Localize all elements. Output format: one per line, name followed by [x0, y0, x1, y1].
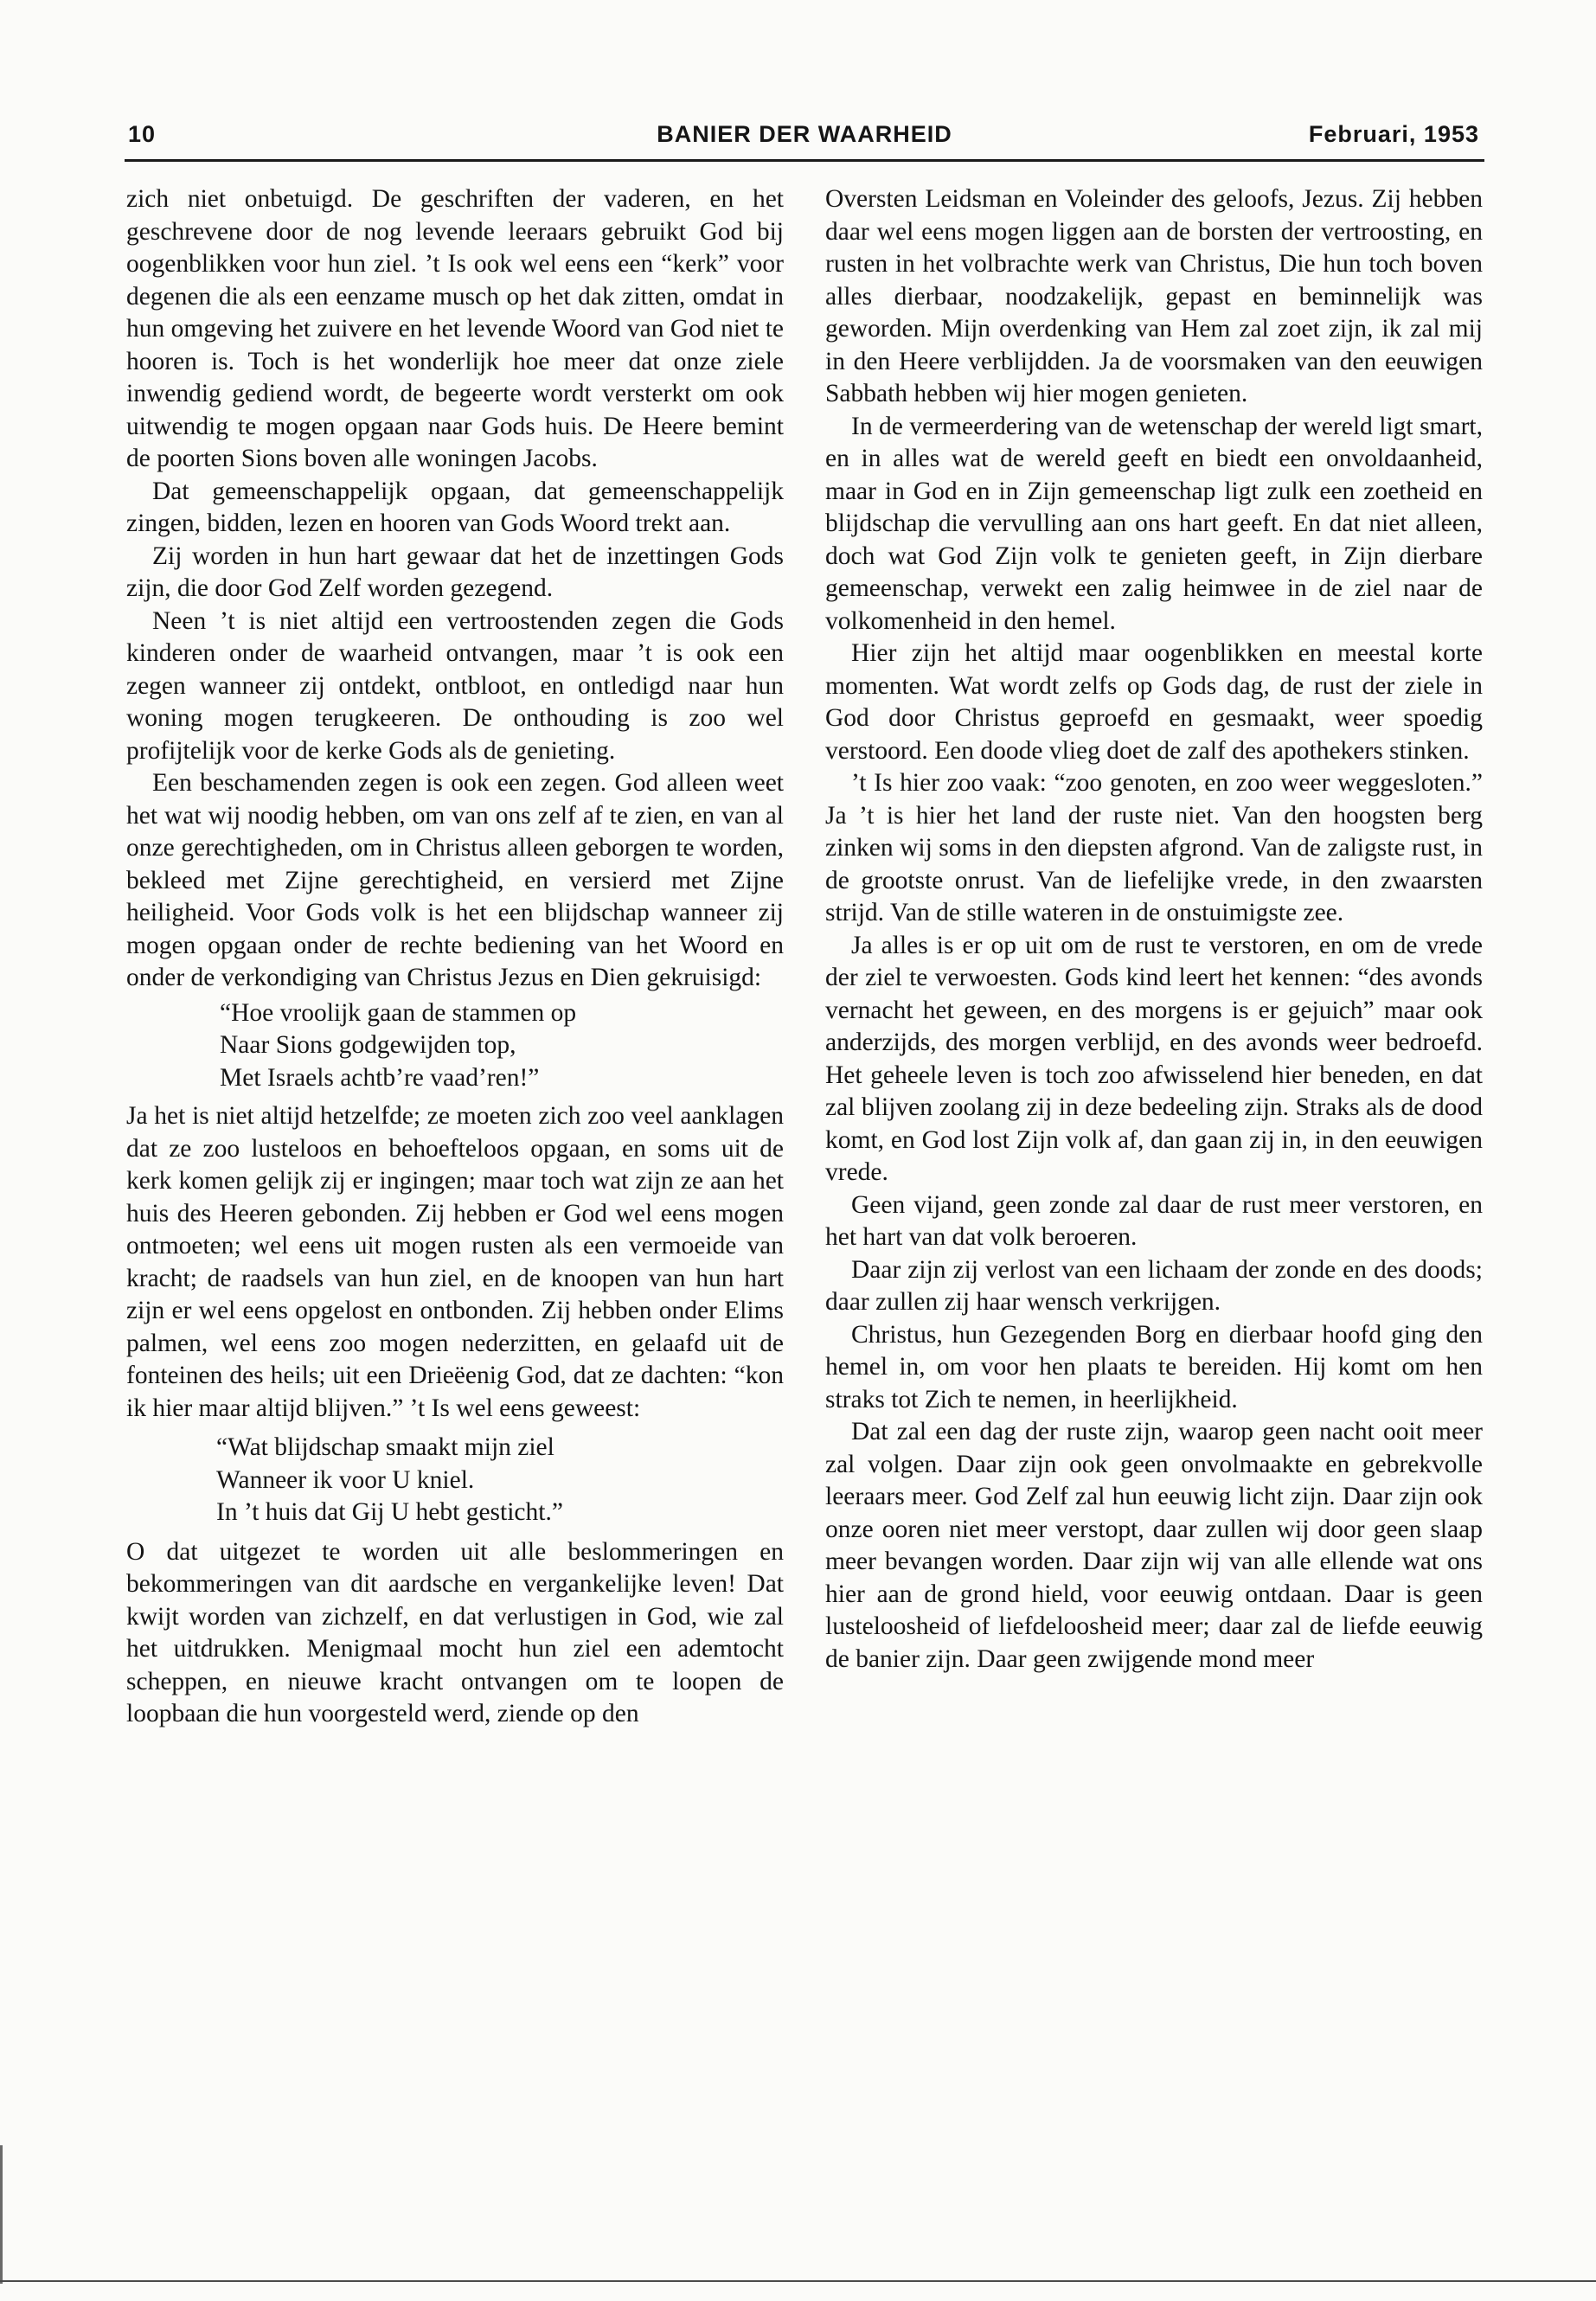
- paragraph: Zij worden in hun hart gewaar dat het de inzettingen Gods zijn, die door God Zelf worden gezegend.: [126, 542, 784, 602]
- paragraph: Ja alles is er op uit om de rust te verstoren, en om de vrede der ziel te verwoesten. Gods kind leert het kennen: “des avonds vernacht het geween, en des morgens is er gejuich” maar ook anderzijds, des morgen verblijd, en des avonds weer bedroefd. Het geheele leven is toch zoo afwisselend hier beneden, en dat zal blijven zoolang zij in deze bedeeling zijn. Straks als de dood komt, en God lost Zijn volk af, dan gaan zij in, in den eeuwigen vrede.: [825, 931, 1483, 1186]
- poem-quote: [126, 1432, 784, 1529]
- paragraph: In de vermeerdering van de wetenschap der wereld ligt smart, en in alles wat de wereld geeft en biedt een onvoldaanheid, maar in God en in Zijn gemeenschap ligt zulk een zoetheid en blijdschap die vervulling aan ons hart geeft. En dat niet alleen, doch wat God Zijn volk te genieten geeft, in Zijn dierbare gemeenschap, verwekt een zalig heimwee in de ziel naar de volkomenheid in den hemel.: [825, 412, 1483, 635]
- paragraph: Dat zal een dag der ruste zijn, waarop geen nacht ooit meer zal volgen. Daar zijn ook geen onvolmaakte en gebrekvolle leeraars meer. God Zelf zal hun eeuwig licht zijn. Daar zijn ook onze ooren niet meer verstopt, daar zullen wij door geen slaap meer bevangen worden. Daar zijn wij van alle ellende wat ons hier aan de grond hield, voor eeuwig ontdaan. Daar is geen lusteloosheid of liefdeloosheid meer; daar zal de liefde eeuwig de banier zijn. Daar geen zwijgende mond meer: [825, 1418, 1483, 1673]
- page-number: 10: [128, 121, 157, 147]
- poem-line: Wanneer ik voor U kniel.: [216, 1465, 475, 1494]
- paragraph: Daar zijn zij verlost van een lichaam der zonde en des doods; daar zullen zij haar wensch verkrijgen.: [825, 1255, 1483, 1316]
- header-rule: [125, 159, 1484, 162]
- publication-title: BANIER DER WAARHEID: [657, 121, 952, 147]
- poem-quote: [126, 997, 784, 1095]
- poem-line: “Wat blijdschap smaakt mijn ziel: [216, 1433, 554, 1461]
- issue-date: Februari, 1953: [1308, 121, 1479, 147]
- paragraph: Ja het is niet altijd hetzelfde; ze moeten zich zoo veel aanklagen dat ze zoo lusteloos en behoefteloos opgaan, en soms uit de kerk komen gelijk zij er ingingen; maar toch wat zijn ze aan het huis des Heeren gebonden. Zij hebben er God wel eens mogen ontmoeten; wel eens uit mogen rusten als een vermoeide van kracht; de raadsels van hun ziel, en de knoopen van hun hart zijn er wel eens opgelost en ontbonden. Zij hebben onder Elims palmen, wel eens zoo mogen nederzitten, en gelaafd uit de fonteinen des heils; uit een Drieëenig God, dat ze dachten: “kon ik hier maar altijd blijven.” ’t Is wel eens geweest:: [126, 1102, 784, 1422]
- paragraph: Dat gemeenschappelijk opgaan, dat gemeenschappelijk zingen, bidden, lezen en hooren van Gods Woord trekt aan.: [126, 477, 784, 537]
- poem-line: Naar Sions godgewijden top,: [220, 1031, 516, 1059]
- right-column: [825, 183, 1483, 1676]
- paragraph: Christus, hun Gezegenden Borg en dierbaar hoofd ging den hemel in, om voor hen plaats te bereiden. Hij komt om hen straks tot Zich te nemen, in heerlijkheid.: [825, 1320, 1483, 1413]
- paragraph: Hier zijn het altijd maar oogenblikken en meestal korte momenten. Wat wordt zelfs op Gods dag, de rust der ziele in God door Christus geproefd en gesmaakt, weer spoedig verstoord. Een doode vlieg doet de zalf des apothekers stinken.: [825, 639, 1483, 765]
- paragraph: Een beschamenden zegen is ook een zegen. God alleen weet het wat wij noodig hebben, om van ons zelf af te zien, en van al onze gerechtigheden, om in Christus alleen geborgen te worden, bekleed met Zijne gerechtigheid, en versierd met Zijne heiligheid. Voor Gods volk is het een blijdschap wanneer zij mogen opgaan onder de rechte bediening van het Woord en onder de verkondiging van Christus Jezus en Dien gekruisigd:: [126, 769, 784, 991]
- page-header: [125, 118, 1484, 156]
- poem-line: “Hoe vroolijk gaan de stammen op: [220, 998, 577, 1027]
- paragraph: O dat uitgezet te worden uit alle beslommeringen en bekommeringen van dit aardsche en vergankelijke leven! Dat kwijt worden van zichzelf, en dat verlustigen in God, wie zal het uitdrukken. Menigmaal mocht hun ziel een ademtocht scheppen, en nieuwe kracht ontvangen om te loopen de loopbaan die hun voorgesteld werd, ziende op den: [126, 1537, 784, 1727]
- scan-edge-bottom: [0, 2280, 1596, 2282]
- poem-line: In ’t huis dat Gij U hebt gesticht.”: [216, 1498, 563, 1526]
- paragraph: Geen vijand, geen zonde zal daar de rust meer verstoren, en het hart van dat volk beroeren.: [825, 1190, 1483, 1251]
- left-column: [126, 183, 784, 1731]
- scan-edge: [0, 2145, 3, 2284]
- paragraph: Oversten Leidsman en Voleinder des geloofs, Jezus. Zij hebben daar wel eens mogen liggen aan de borsten der vertroosting, en rusten in het volbrachte werk van Christus, Die hun toch boven alles dierbaar, noodzakelijk, gepast en beminnelijk was geworden. Mijn overdenking van Hem zal zoet zijn, ik zal mij in den Heere verblijdden. Ja de voorsmaken van den eeuwigen Sabbath hebben wij hier mogen genieten.: [825, 185, 1483, 407]
- paragraph: Neen ’t is niet altijd een vertroostenden zegen die Gods kinderen onder de waarheid ontvangen, maar ’t is ook een zegen wanneer zij ontdekt, ontbloot, en ontledigd naar hun woning mogen terugkeeren. De onthouding is zoo wel profijtelijk voor de kerke Gods als de genieting.: [126, 606, 784, 765]
- poem-line: Met Israels achtb’re vaad’ren!”: [220, 1063, 540, 1092]
- paragraph: zich niet onbetuigd. De geschriften der vaderen, en het geschrevene door de nog levende leeraars gebruikt God bij oogenblikken voor hun ziel. ’t Is ook wel eens een “kerk” voor degenen die als een eenzame musch op het dak zitten, omdat in hun omgeving het zuivere en het levende Woord van God niet te hooren is. Toch is het wonderlijk hoe meer dat onze ziele inwendig gediend wordt, de begeerte wordt versterkt om ook uitwendig te mogen opgaan naar Gods huis. De Heere bemint de poorten Sions boven alle woningen Jacobs.: [126, 185, 784, 472]
- paragraph: ’t Is hier zoo vaak: “zoo genoten, en zoo weer weggesloten.” Ja ’t is hier het land der ruste niet. Van den hoogsten berg zinken wij soms in den diepsten afgrond. Van de zaligste rust, in de grootste onrust. Van de liefelijke vrede, in den zwaarsten strijd. Van de stille wateren in de onstuimigste zee.: [825, 769, 1483, 926]
